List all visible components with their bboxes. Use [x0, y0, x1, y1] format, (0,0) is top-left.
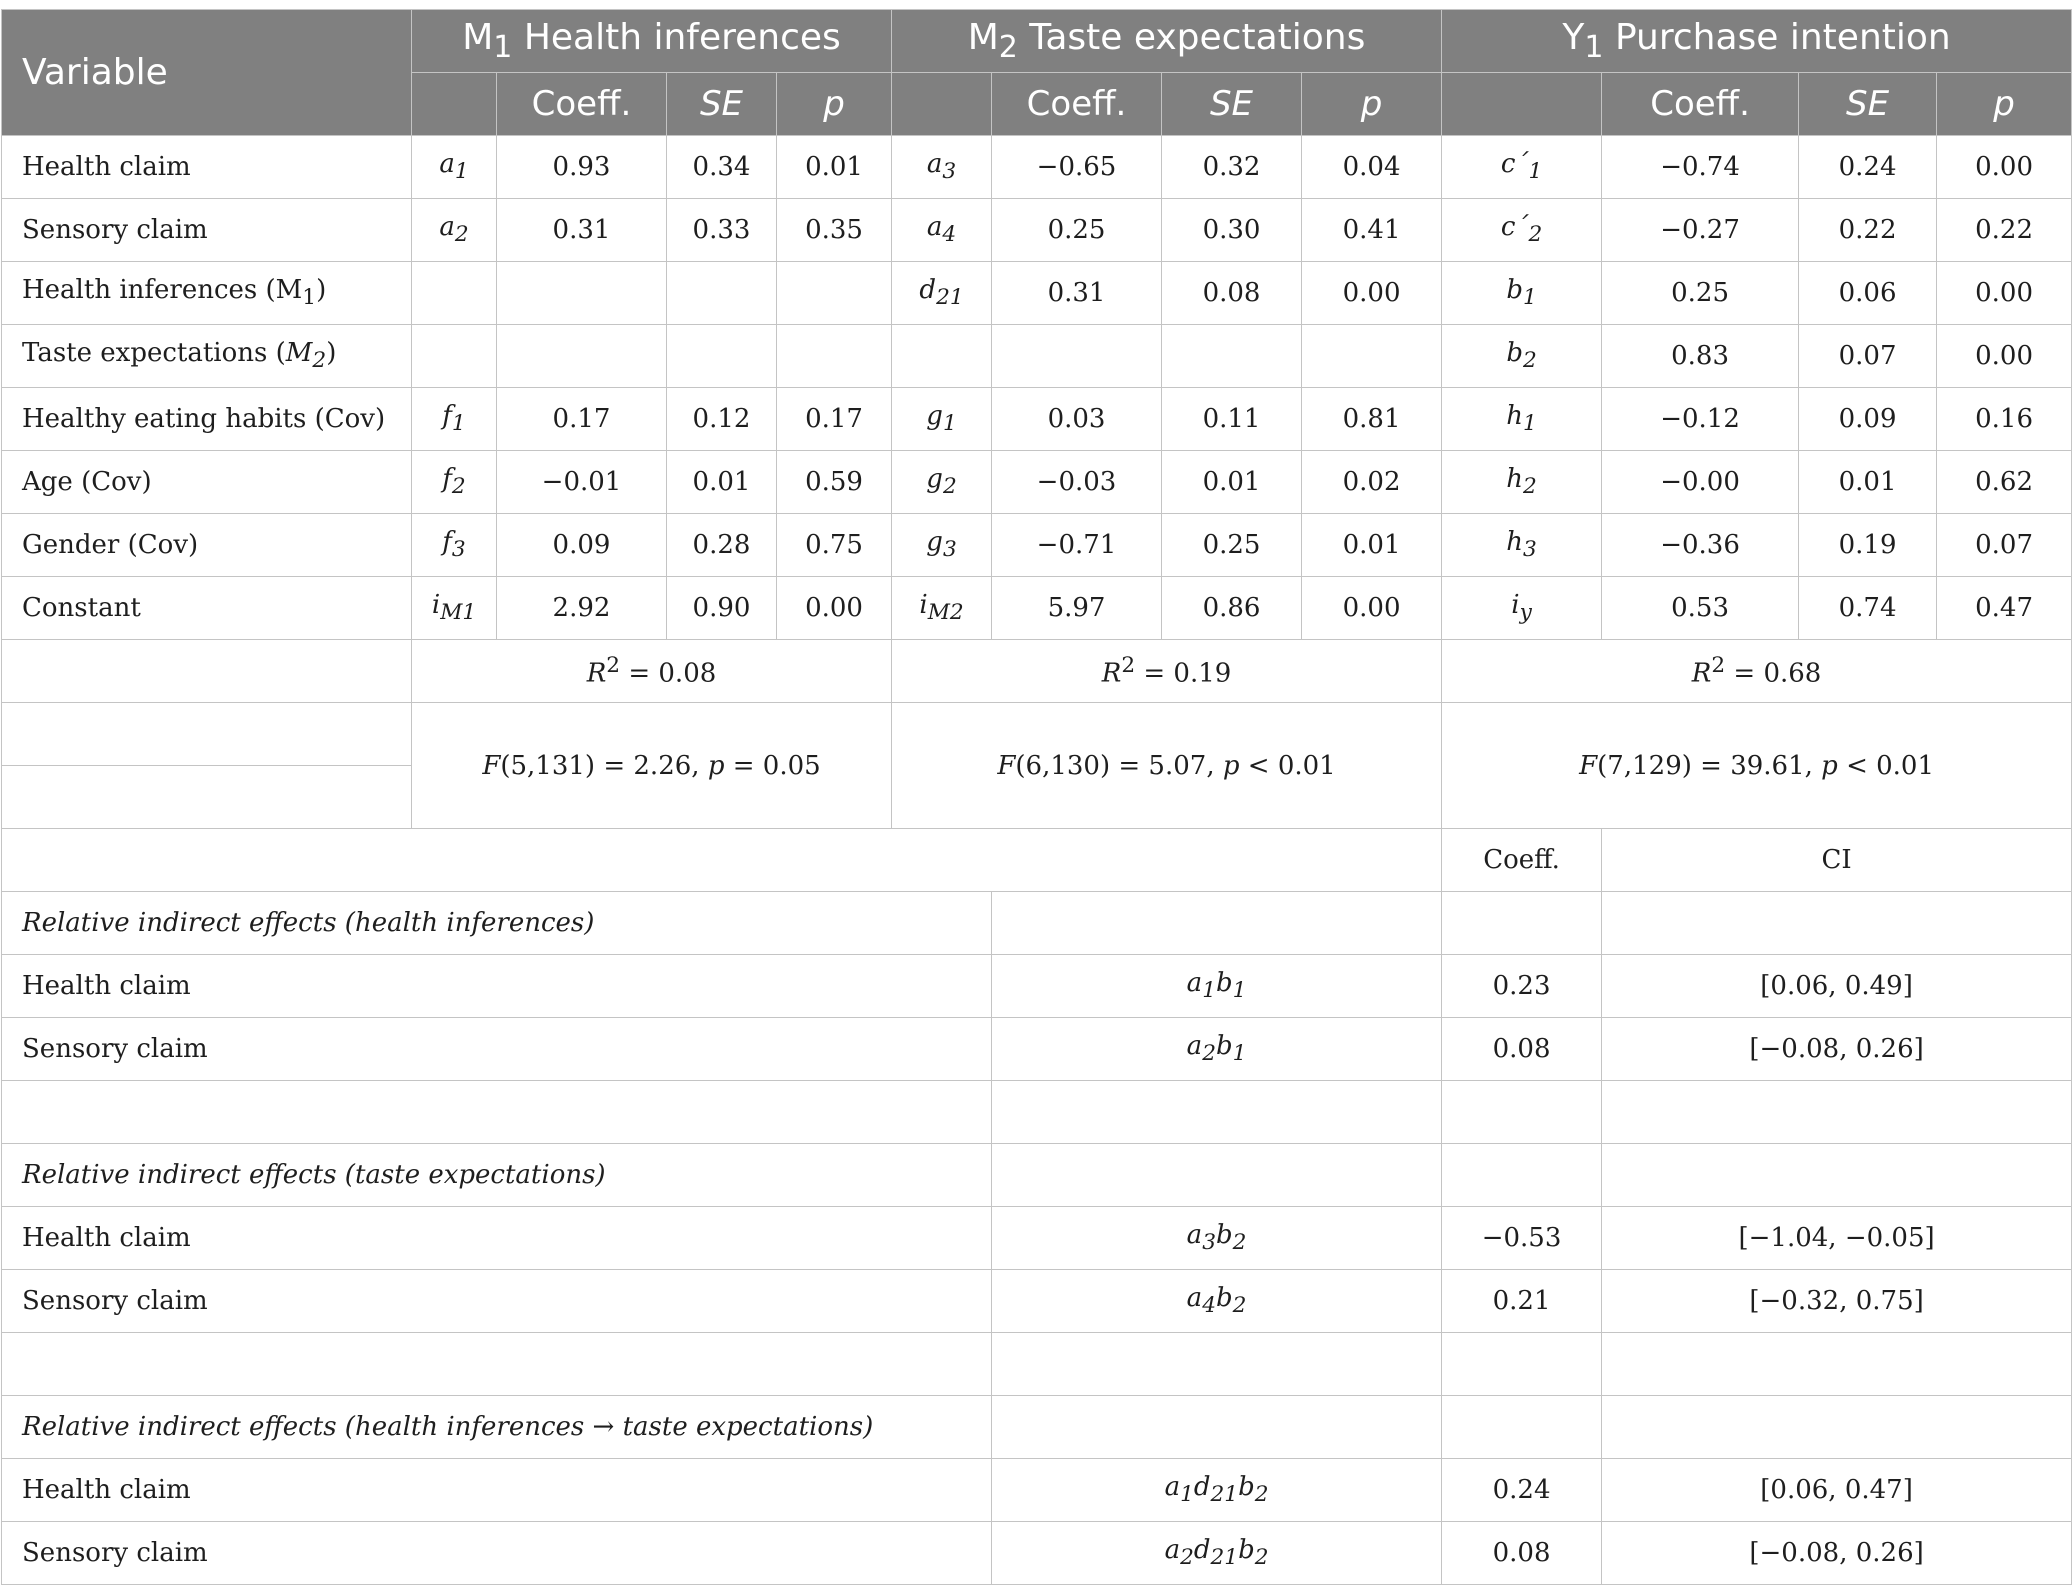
- f-stat-row: [2, 703, 2072, 766]
- row-label: Gender (Cov): [2, 514, 412, 577]
- table-row: [2, 514, 2072, 577]
- fit-label-empty: [2, 703, 412, 766]
- m2-se: 0.30: [1162, 199, 1302, 262]
- y1-symbol: $c´_1$: [1442, 136, 1602, 199]
- effects-group-title: Relative indirect effects (taste expectations): [2, 1144, 992, 1207]
- header-m2-se: SE: [1162, 73, 1302, 136]
- m2-symbol: $g_3$: [892, 514, 992, 577]
- m1-empty: [497, 325, 667, 388]
- effect-path: $a_2b_1$: [992, 1018, 1442, 1081]
- m1-empty: [667, 262, 777, 325]
- m2-se: 0.11: [1162, 388, 1302, 451]
- m2-coeff: 0.03: [992, 388, 1162, 451]
- table-row: [2, 388, 2072, 451]
- row-label: Health inferences $(M_1)$: [2, 262, 412, 325]
- m1-symbol: $f_2$: [412, 451, 497, 514]
- spacer-cell: [2, 1333, 992, 1396]
- y1-se: 0.24: [1799, 136, 1937, 199]
- spacer-cell: [992, 1081, 1442, 1144]
- m1-p: 0.01: [777, 136, 892, 199]
- m2-empty: [892, 325, 992, 388]
- header-m1-coeff: Coeff.: [497, 73, 667, 136]
- header-y1-coeff: Coeff.: [1602, 73, 1799, 136]
- y1-se: 0.01: [1799, 451, 1937, 514]
- effects-group-title: Relative indirect effects (health inferences): [2, 892, 992, 955]
- y1-symbol: $h_1$: [1442, 388, 1602, 451]
- m1-coeff: 0.93: [497, 136, 667, 199]
- header-variable: Variable: [2, 10, 412, 136]
- y1-f-stat: F(7,129) = 39.61, p < 0.01: [1442, 703, 2072, 829]
- effect-coeff: −0.53: [1442, 1207, 1602, 1270]
- effects-header-empty: [2, 829, 1442, 892]
- spacer-cell: [2, 1081, 992, 1144]
- empty-cell: [992, 1144, 1442, 1207]
- effects-group-title-row: [2, 1396, 2072, 1459]
- effect-label: Sensory claim: [2, 1270, 992, 1333]
- m1-symbol: $a_1$: [412, 136, 497, 199]
- y1-p: 0.00: [1937, 136, 2072, 199]
- m2-p: 0.02: [1302, 451, 1442, 514]
- y1-coeff: −0.12: [1602, 388, 1799, 451]
- spacer-cell: [1602, 1081, 2072, 1144]
- m1-empty: [777, 325, 892, 388]
- m2-symbol: $g_2$: [892, 451, 992, 514]
- m2-p: 0.41: [1302, 199, 1442, 262]
- m1-coeff: 0.31: [497, 199, 667, 262]
- m2-coeff: 5.97: [992, 577, 1162, 640]
- table-row: [2, 199, 2072, 262]
- header-m2-coeff: Coeff.: [992, 73, 1162, 136]
- header-m2-taste-expectations: $M_2$ Taste expectations: [892, 10, 1442, 73]
- m1-coeff: 0.17: [497, 388, 667, 451]
- m1-empty: [667, 325, 777, 388]
- y1-symbol: $i_y$: [1442, 577, 1602, 640]
- m2-coeff: 0.31: [992, 262, 1162, 325]
- y1-se: 0.06: [1799, 262, 1937, 325]
- effect-row: [2, 1018, 2072, 1081]
- table-row: [2, 262, 2072, 325]
- header-y1-symbol: [1442, 73, 1602, 136]
- effect-path: $a_4b_2$: [992, 1270, 1442, 1333]
- effect-coeff: 0.24: [1442, 1459, 1602, 1522]
- y1-coeff: 0.83: [1602, 325, 1799, 388]
- m2-se: 0.08: [1162, 262, 1302, 325]
- row-label: Health claim: [2, 136, 412, 199]
- m1-empty: [412, 262, 497, 325]
- m1-coeff: −0.01: [497, 451, 667, 514]
- m1-se: 0.28: [667, 514, 777, 577]
- m2-symbol: $a_3$: [892, 136, 992, 199]
- indirect-effects: [2, 892, 2072, 1585]
- effect-path: $a_2d_{21}b_2$: [992, 1522, 1442, 1585]
- header-m2-symbol: [892, 73, 992, 136]
- y1-p: 0.22: [1937, 199, 2072, 262]
- m1-p: 0.75: [777, 514, 892, 577]
- effect-path: $a_3b_2$: [992, 1207, 1442, 1270]
- row-label: Constant: [2, 577, 412, 640]
- m2-symbol: $i_{M2}$: [892, 577, 992, 640]
- y1-p: 0.07: [1937, 514, 2072, 577]
- effect-row: [2, 1522, 2072, 1585]
- y1-se: 0.07: [1799, 325, 1937, 388]
- y1-se: 0.22: [1799, 199, 1937, 262]
- effects-header-ci: CI: [1602, 829, 2072, 892]
- spacer-cell: [1442, 1333, 1602, 1396]
- empty-cell: [1442, 1396, 1602, 1459]
- y1-p: 0.00: [1937, 262, 2072, 325]
- spacer-cell: [1602, 1333, 2072, 1396]
- table-row: [2, 325, 2072, 388]
- effect-ci: [0.06, 0.47]: [1602, 1459, 2072, 1522]
- effect-row: [2, 1270, 2072, 1333]
- m2-se: 0.01: [1162, 451, 1302, 514]
- fit-label-empty: [2, 766, 412, 829]
- empty-cell: [1602, 1144, 2072, 1207]
- row-label: Taste expectations $(M_2)$: [2, 325, 412, 388]
- coefficient-rows: [2, 136, 2072, 892]
- empty-cell: [1602, 892, 2072, 955]
- empty-cell: [1442, 892, 1602, 955]
- effect-label: Health claim: [2, 1207, 992, 1270]
- spacer-row: [2, 1333, 2072, 1396]
- m2-empty: [992, 325, 1162, 388]
- regression-table: [1, 9, 2072, 1585]
- m2-p: 0.01: [1302, 514, 1442, 577]
- effect-coeff: 0.08: [1442, 1018, 1602, 1081]
- m2-symbol: $d_{21}$: [892, 262, 992, 325]
- effect-ci: [−0.32, 0.75]: [1602, 1270, 2072, 1333]
- empty-cell: [992, 1396, 1442, 1459]
- m1-p: 0.17: [777, 388, 892, 451]
- m2-r-squared: $R^2 = 0.19$: [892, 640, 1442, 703]
- m2-coeff: −0.03: [992, 451, 1162, 514]
- table-row: [2, 577, 2072, 640]
- table-row: [2, 451, 2072, 514]
- effect-ci: [−1.04, −0.05]: [1602, 1207, 2072, 1270]
- y1-coeff: 0.53: [1602, 577, 1799, 640]
- table-row: [2, 136, 2072, 199]
- effect-label: Health claim: [2, 1459, 992, 1522]
- y1-coeff: −0.74: [1602, 136, 1799, 199]
- header-y1-se: SE: [1799, 73, 1937, 136]
- y1-coeff: −0.27: [1602, 199, 1799, 262]
- m1-se: 0.01: [667, 451, 777, 514]
- m2-coeff: 0.25: [992, 199, 1162, 262]
- y1-p: 0.16: [1937, 388, 2072, 451]
- m2-empty: [1162, 325, 1302, 388]
- effect-row: [2, 955, 2072, 1018]
- m1-p: 0.35: [777, 199, 892, 262]
- y1-se: 0.09: [1799, 388, 1937, 451]
- effect-row: [2, 1207, 2072, 1270]
- m1-symbol: $i_{M1}$: [412, 577, 497, 640]
- m2-symbol: $g_1$: [892, 388, 992, 451]
- m2-se: 0.32: [1162, 136, 1302, 199]
- spacer-cell: [992, 1333, 1442, 1396]
- y1-p: 0.47: [1937, 577, 2072, 640]
- m1-p: 0.00: [777, 577, 892, 640]
- effect-row: [2, 1459, 2072, 1522]
- m1-symbol: $f_3$: [412, 514, 497, 577]
- m2-p: 0.00: [1302, 262, 1442, 325]
- m2-p: 0.81: [1302, 388, 1442, 451]
- y1-p: 0.00: [1937, 325, 2072, 388]
- y1-symbol: $b_2$: [1442, 325, 1602, 388]
- effect-label: Health claim: [2, 955, 992, 1018]
- header-y1-p: p: [1937, 73, 2072, 136]
- y1-se: 0.19: [1799, 514, 1937, 577]
- effect-coeff: 0.08: [1442, 1522, 1602, 1585]
- m1-r-squared: $R^2 = 0.08$: [412, 640, 892, 703]
- m2-coeff: −0.71: [992, 514, 1162, 577]
- effect-ci: [−0.08, 0.26]: [1602, 1522, 2072, 1585]
- m1-empty: [497, 262, 667, 325]
- effects-header-coeff: Coeff.: [1442, 829, 1602, 892]
- m1-empty: [777, 262, 892, 325]
- m1-se: 0.12: [667, 388, 777, 451]
- r-squared-row: [2, 640, 2072, 703]
- m1-se: 0.33: [667, 199, 777, 262]
- y1-symbol: $h_3$: [1442, 514, 1602, 577]
- header-y1-purchase-intention: $Y_1$ Purchase intention: [1442, 10, 2072, 73]
- y1-symbol: $h_2$: [1442, 451, 1602, 514]
- spacer-row: [2, 1081, 2072, 1144]
- spacer-cell: [1442, 1081, 1602, 1144]
- m2-p: 0.04: [1302, 136, 1442, 199]
- header-m1-health-inferences: $M_1$ Health inferences: [412, 10, 892, 73]
- m2-p: 0.00: [1302, 577, 1442, 640]
- header-m2-p: p: [1302, 73, 1442, 136]
- empty-cell: [1442, 1144, 1602, 1207]
- m1-p: 0.59: [777, 451, 892, 514]
- m2-se: 0.25: [1162, 514, 1302, 577]
- effect-label: Sensory claim: [2, 1522, 992, 1585]
- y1-coeff: −0.36: [1602, 514, 1799, 577]
- header-m1-symbol: [412, 73, 497, 136]
- m2-se: 0.86: [1162, 577, 1302, 640]
- effects-group-title-row: [2, 1144, 2072, 1207]
- m1-f-stat: F(5,131) = 2.26, p = 0.05: [412, 703, 892, 829]
- m2-coeff: −0.65: [992, 136, 1162, 199]
- effects-header-row: [2, 829, 2072, 892]
- y1-symbol: $b_1$: [1442, 262, 1602, 325]
- empty-cell: [1602, 1396, 2072, 1459]
- row-label: Healthy eating habits (Cov): [2, 388, 412, 451]
- m2-f-stat: F(6,130) = 5.07, p < 0.01: [892, 703, 1442, 829]
- y1-symbol: $c´_2$: [1442, 199, 1602, 262]
- header-m1-se: SE: [667, 73, 777, 136]
- row-label: Age (Cov): [2, 451, 412, 514]
- m1-empty: [412, 325, 497, 388]
- effect-ci: [0.06, 0.49]: [1602, 955, 2072, 1018]
- empty-cell: [992, 892, 1442, 955]
- effect-coeff: 0.23: [1442, 955, 1602, 1018]
- y1-r-squared: $R^2 = 0.68$: [1442, 640, 2072, 703]
- m1-symbol: $f_1$: [412, 388, 497, 451]
- y1-p: 0.62: [1937, 451, 2072, 514]
- y1-coeff: −0.00: [1602, 451, 1799, 514]
- y1-se: 0.74: [1799, 577, 1937, 640]
- effect-label: Sensory claim: [2, 1018, 992, 1081]
- effect-coeff: 0.21: [1442, 1270, 1602, 1333]
- m2-empty: [1302, 325, 1442, 388]
- effect-path: $a_1b_1$: [992, 955, 1442, 1018]
- effects-group-title-row: [2, 892, 2072, 955]
- fit-label-empty: [2, 640, 412, 703]
- y1-coeff: 0.25: [1602, 262, 1799, 325]
- m1-coeff: 2.92: [497, 577, 667, 640]
- m1-se: 0.34: [667, 136, 777, 199]
- m1-coeff: 0.09: [497, 514, 667, 577]
- effect-ci: [−0.08, 0.26]: [1602, 1018, 2072, 1081]
- effects-group-title: Relative indirect effects (health inferences → taste expectations): [2, 1396, 992, 1459]
- effect-path: $a_1d_{21}b_2$: [992, 1459, 1442, 1522]
- row-label: Sensory claim: [2, 199, 412, 262]
- m1-se: 0.90: [667, 577, 777, 640]
- m1-symbol: $a_2$: [412, 199, 497, 262]
- m2-symbol: $a_4$: [892, 199, 992, 262]
- header-m1-p: p: [777, 73, 892, 136]
